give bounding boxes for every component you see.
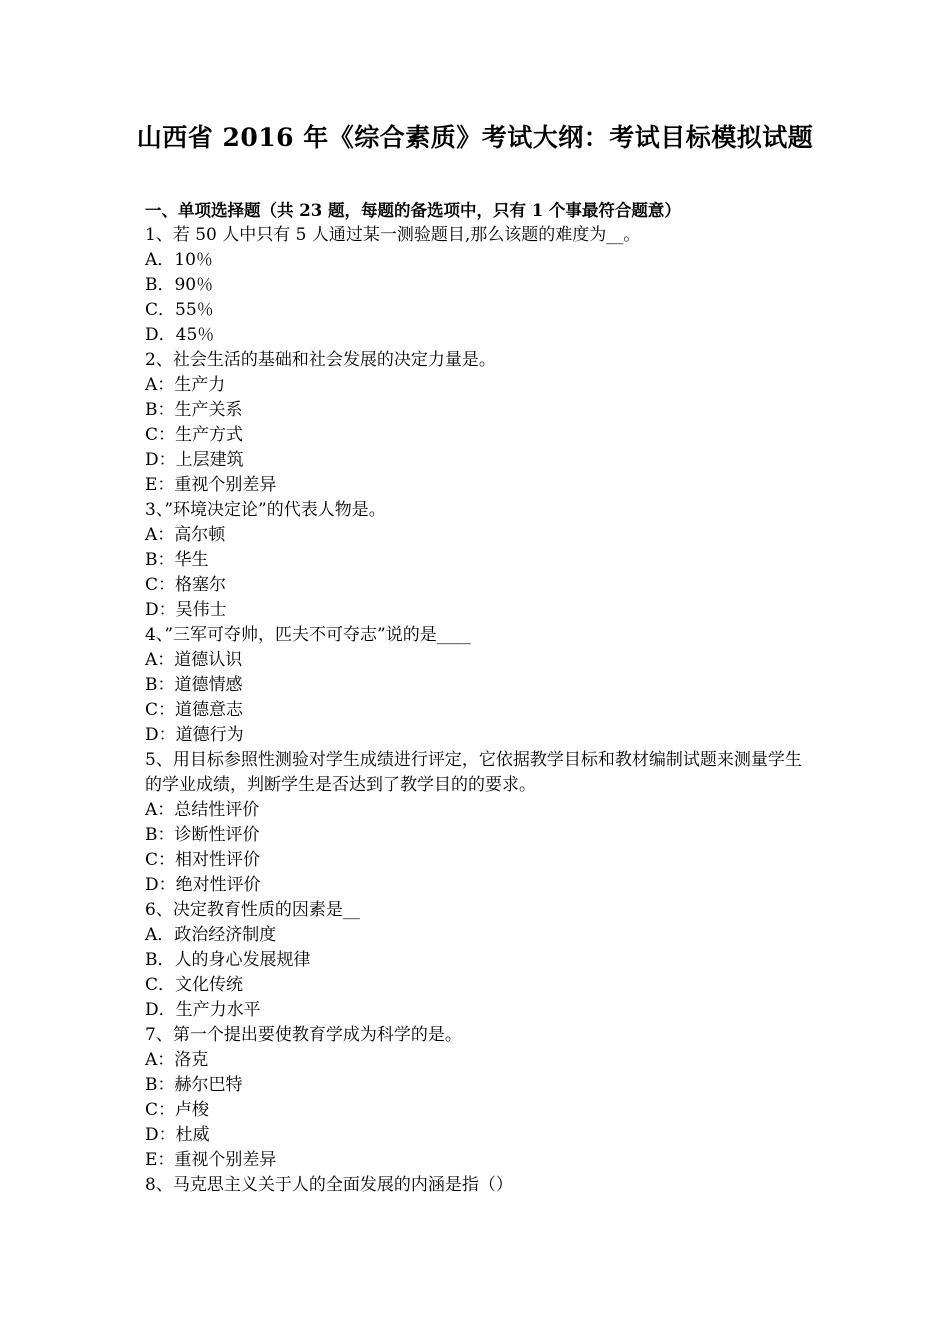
question-stem: 3、”环境决定论”的代表人物是。 <box>145 500 386 520</box>
option: D．45％ <box>145 325 215 345</box>
option: C：道德意志 <box>145 700 244 720</box>
question-stem: 6、决定教育性质的因素是__ <box>145 900 360 920</box>
option: B：赫尔巴特 <box>145 1075 243 1095</box>
option: B：生产关系 <box>145 400 243 420</box>
question-stem: 7、第一个提出要使教育学成为科学的是。 <box>145 1025 462 1045</box>
option: A：生产力 <box>145 375 226 395</box>
option: D：吴伟士 <box>145 600 227 620</box>
option: B：诊断性评价 <box>145 825 260 845</box>
option: E：重视个别差异 <box>145 475 277 495</box>
question-stem: 1、若 50 人中只有 5 人通过某一测验题目,那么该题的难度为__。 <box>145 225 641 245</box>
question-stem: 4、”三军可夺帅，匹夫不可夺志”说的是____ <box>145 625 471 645</box>
option: A．10％ <box>145 250 213 270</box>
option: A：道德认识 <box>145 650 243 670</box>
option: A．政治经济制度 <box>145 925 277 945</box>
option: D：道德行为 <box>145 725 244 745</box>
question-stem: 8、马克思主义关于人的全面发展的内涵是指（） <box>145 1175 513 1195</box>
option: C：相对性评价 <box>145 850 261 870</box>
document-title: 山西省 2016 年《综合素质》考试大纲：考试目标模拟试题 <box>136 123 814 152</box>
option: A：总结性评价 <box>145 800 260 820</box>
option: B：道德情感 <box>145 675 243 695</box>
document-content <box>145 198 825 1198</box>
option: D：杜威 <box>145 1125 210 1145</box>
option: A：高尔顿 <box>145 525 226 545</box>
option: B．人的身心发展规律 <box>145 950 311 970</box>
option: B．90％ <box>145 275 214 295</box>
option: C：生产方式 <box>145 425 244 445</box>
option: C：卢梭 <box>145 1100 210 1120</box>
section-heading: 一、单项选择题（共 23 题，每题的备选项中，只有 1 个事最符合题意） <box>145 201 681 220</box>
option: C：格塞尔 <box>145 575 227 595</box>
option: C．文化传统 <box>145 975 244 995</box>
option: D：绝对性评价 <box>145 875 261 895</box>
option: D：上层建筑 <box>145 450 244 470</box>
option: D．生产力水平 <box>145 1000 261 1020</box>
option: B：华生 <box>145 550 209 570</box>
question-stem: 2、社会生活的基础和社会发展的决定力量是。 <box>145 350 496 370</box>
option: E：重视个别差异 <box>145 1150 277 1170</box>
question-stem: 5、用目标参照性测验对学生成绩进行评定，它依据教学目标和教材编制试题来测量学生的学业成绩，判断学生是否达到了教学目的的要求。 <box>145 750 802 795</box>
option: C．55％ <box>145 300 214 320</box>
option: A：洛克 <box>145 1050 209 1070</box>
